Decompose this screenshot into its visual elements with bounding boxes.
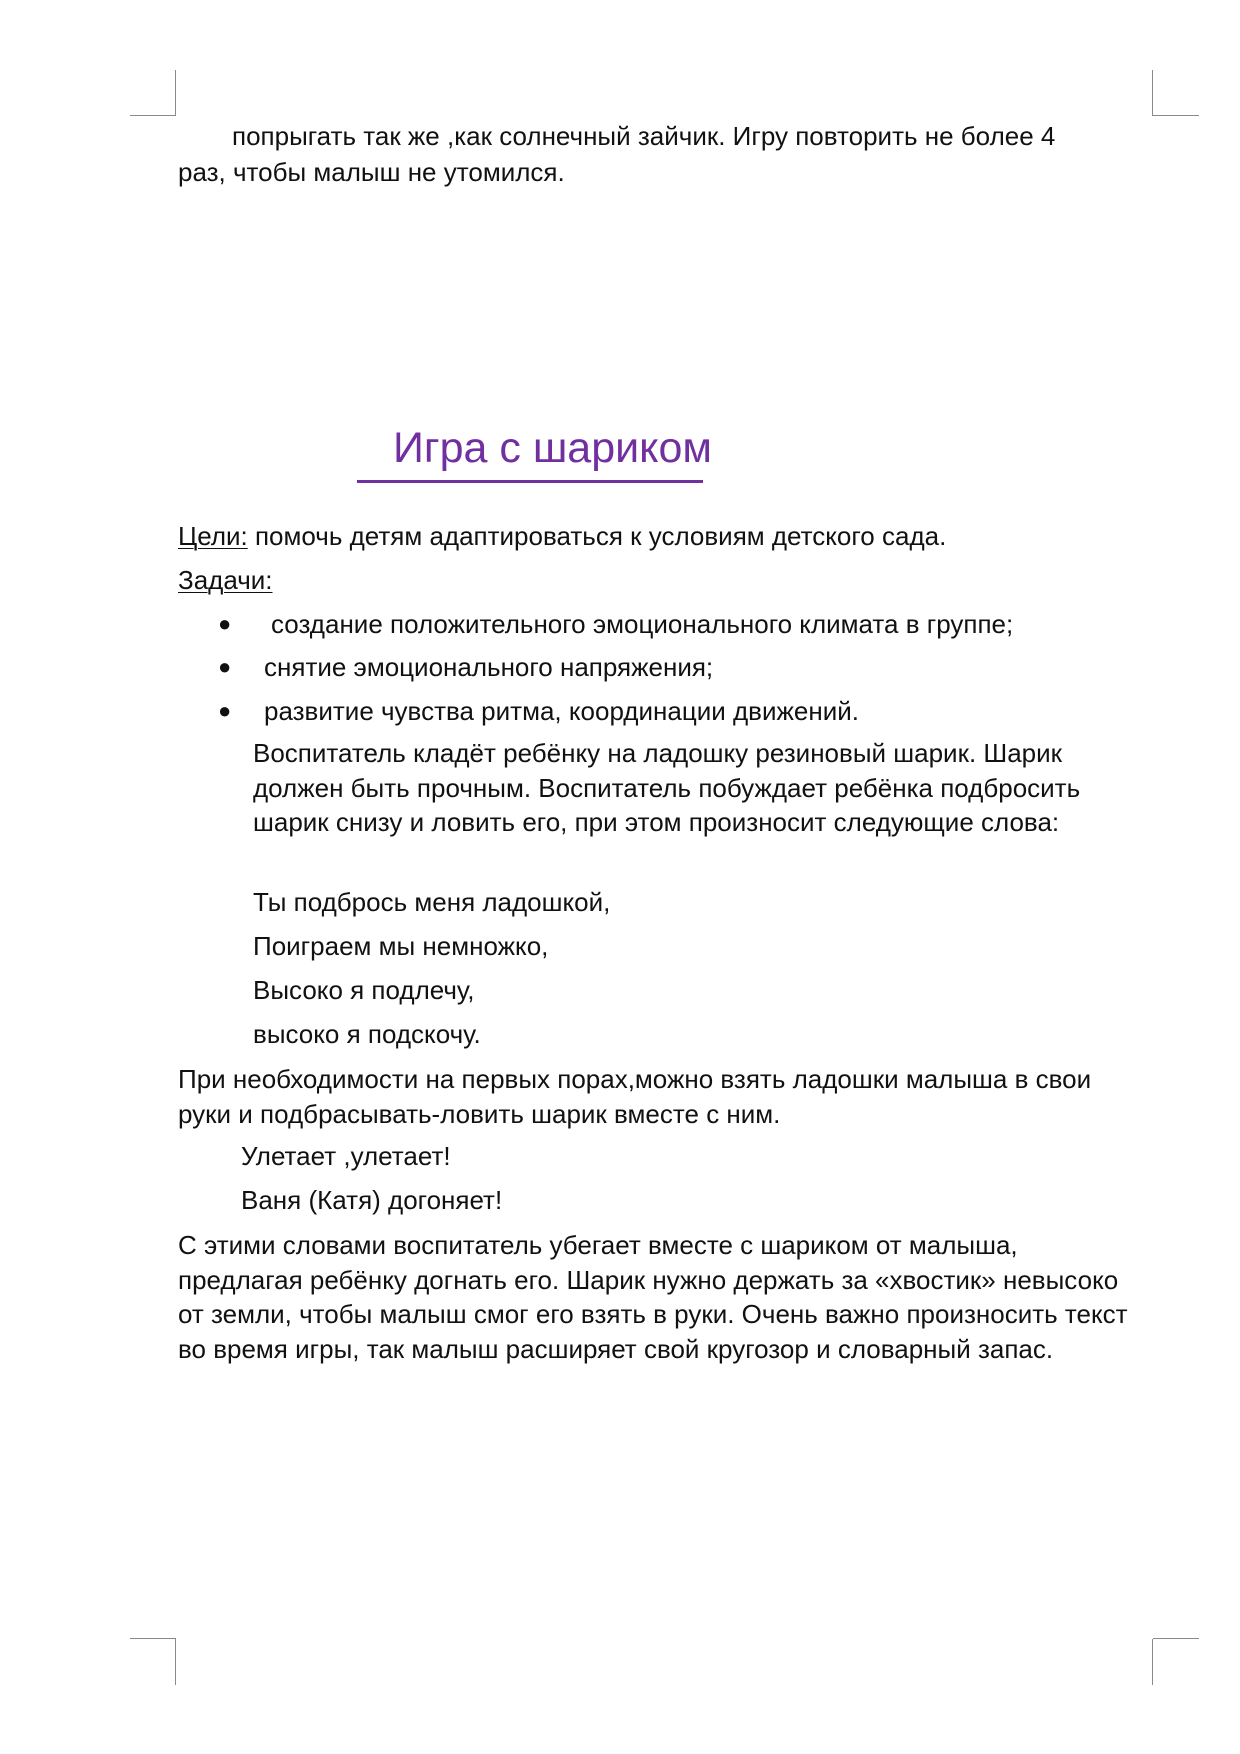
goals-text: помочь детям адаптироваться к условиям детского сада. — [247, 521, 947, 551]
verse-line-4: высоко я подскочу. — [253, 1019, 481, 1049]
crop-mark-top-right-v — [1152, 70, 1153, 116]
bullet-icon: ● — [218, 654, 232, 679]
task-item-3: развитие чувства ритма, координации движений. — [264, 696, 859, 726]
goals-label: Цели: — [178, 521, 248, 551]
task-item-2: снятие эмоционального напряжения; — [264, 652, 714, 682]
verse-line-2: Поиграем мы немножко, — [253, 931, 549, 961]
intro-line-2: раз, чтобы малыш не утомился. — [178, 157, 565, 187]
crop-mark-top-left-v — [175, 70, 176, 116]
paragraph-1: Воспитатель кладёт ребёнку на ладошку резиновый шарик. Шарик должен быть прочным. Воспитатель побуждает ребёнка подбросить шарик снизу и ловить его, при этом произносит следующие слова: — [253, 738, 1081, 837]
paragraph-3: С этими словами воспитатель убегает вместе с шариком от малыша, предлагая ребёнку догнать его. Шарик нужно держать за «хвостик» невысоко от земли, чтобы малыш смог его взять в руки. Очень важно произносить текст во время игры, так малыш расширяет свой кругозор и словарный запас. — [178, 1230, 1128, 1364]
bullet-icon: ● — [218, 611, 232, 636]
crop-mark-bottom-right-h — [1153, 1638, 1199, 1639]
title-underline — [357, 480, 703, 483]
crop-mark-bottom-left-v — [175, 1639, 176, 1685]
bullet-icon: ● — [218, 698, 232, 723]
verse-line-3: Высоко я подлечу, — [253, 975, 475, 1005]
tasks-label: Задачи: — [178, 565, 273, 595]
verse2-line-1: Улетает ,улетает! — [241, 1141, 451, 1171]
crop-mark-top-left-h — [130, 115, 176, 116]
verse-line-1: Ты подбрось меня ладошкой, — [253, 887, 611, 917]
page-title: Игра с шариком — [393, 424, 712, 472]
crop-mark-bottom-right-v — [1152, 1639, 1153, 1685]
intro-line-1: попрыгать так же ,как солнечный зайчик. Игру повторить не более 4 — [232, 121, 1056, 151]
crop-mark-bottom-left-h — [130, 1638, 176, 1639]
goals-line — [178, 519, 946, 553]
task-item-1: создание положительного эмоционального климата в группе; — [271, 609, 1014, 639]
verse2-line-2: Ваня (Катя) догоняет! — [241, 1185, 503, 1215]
paragraph-2: При необходимости на первых порах,можно взять ладошки малыша в свои руки и подбрасывать-ловить шарик вместе с ним. — [178, 1064, 1092, 1129]
crop-mark-top-right-h — [1153, 115, 1199, 116]
